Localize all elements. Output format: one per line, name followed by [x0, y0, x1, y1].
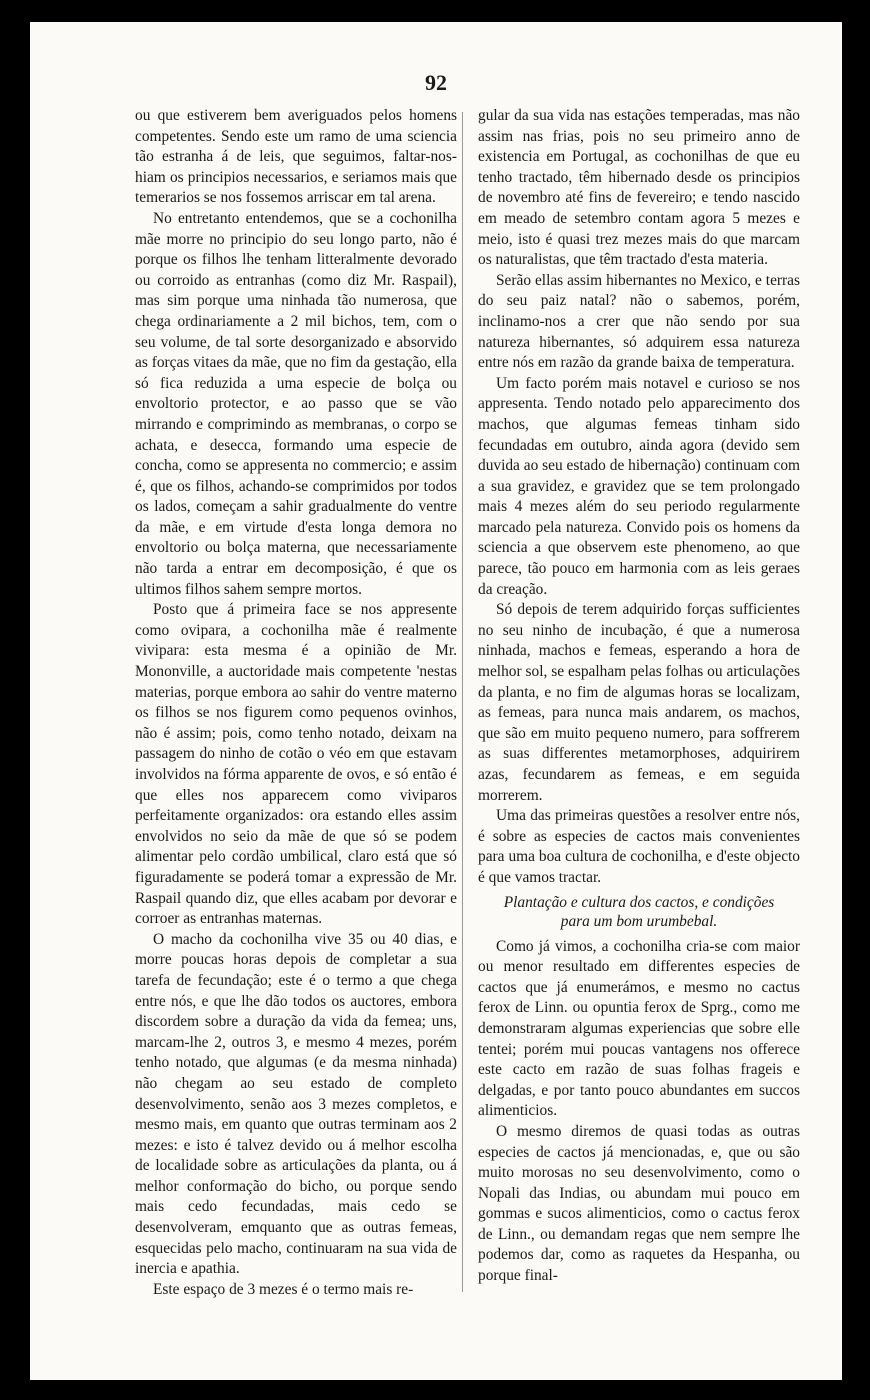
paragraph: Como já vimos, a cochonilha cria-se com maior ou menor resultado em differentes especies de cactos que já enumerámos, e mesmo no cactus ferox de Linn. ou opuntia ferox de Sprg., como me demonstraram algumas experiencias que sobre elle tentei; porém mui poucas vantagens nos offerece este cacto em razão de suas folhas frageis e delgadas, e por tanto pouco abundantes em succos alimenticios.: [478, 937, 800, 1120]
paragraph: Posto que á primeira face se nos appresente como ovipara, a cochonilha mãe é realmente vivipara: esta mesma é a opinião de Mr. Mononville, a auctoridade mais competente 'nestas materias, porque embora ao sahir do ventre materno os filhos se nos figurem como pequenos ovinhos, não é assim; pois, como tenho notado, deixam na passagem do ninho de cotão o véo em que estavam involvidos na fórma apparente de ovos, e só então é que elles nos apparecem como viviparos perfeitamente organizados: ora estando elles assim envolvidos no seio da mãe de que só se podem alimentar pelo cordão umbilical, claro está que só figuradamente se poderá tomar a expressão de Mr. Raspail quando diz, que elles acabam por devorar e corroer as entranhas maternas.: [135, 601, 457, 928]
column-divider: [462, 112, 463, 1292]
paragraph: Um facto porém mais notavel e curioso se nos appresenta. Tendo notado pelo apparecimento dos machos, que algumas femeas tinham sido fecundadas em outubro, ainda agora (devido sem duvida ao seu estado de hibernação) continuam com a sua gravidez, e gravidez que se tem prolongado mais 4 mezes além do seu periodo regularmente marcado pela natureza. Convido pois os homens da sciencia a que observem este phenomeno, ao que parece, tão pouco em harmonia com as leis geraes da creação.: [478, 374, 800, 598]
section-heading-line: para um bom urumbebal.: [560, 912, 718, 930]
paragraph: ou que estiverem bem averiguados pelos homens competentes. Sendo este um ramo de uma sciencia tão estranha á de leis, que seguimos, faltar-nos-hiam os principios necessarios, e seriamos mais que temerarios se nos fossemos arriscar em tal arena.: [135, 107, 457, 207]
paragraph: No entretanto entendemos, que se a cochonilha mãe morre no principio do seu longo parto, não é porque os filhos lhe tenham litteralmente devorado ou corroido as entranhas (como diz Mr. Raspail), mas sim porque uma ninhada tão numerosa, que chega ordinariamente a 2 mil bichos, tem, com o seu volume, de tal sorte desorganizado e absorvido as forças vitaes da mãe, que no fim da gestação, ella só fica reduzida a uma especie de bolça ou envoltorio protector, e ao passo que se vão mirrando e comprimindo as membranas, o corpo se achata, e desecca, formando uma especie de concha, como se appresenta no commercio; e assim é, que os filhos, achando-se comprimidos por todos os lados, começam a sahir gradualmente do ventre da mãe, e em virtude d'esta longa demora no envoltorio ou bolça materna, que necessariamente não tarda a entrar em decomposição, é que os ultimos filhos sahem sempre mortos.: [135, 209, 457, 598]
paragraph: Só depois de terem adquirido forças sufficientes no seu ninho de incubação, é que a numerosa ninhada, machos e femeas, esperando a hora de melhor sol, se espalham pelas folhas ou articulações da planta, e no fim de algumas horas se localizam, as femeas, para nunca mais andarem, os machos, que são em muito pequeno numero, para soffrerem as suas differentes metamorphoses, adquirirem azas, fecundarem as femeas, e em seguida morrerem.: [478, 601, 800, 804]
scanned-page: [30, 22, 842, 1380]
page-number: 92: [425, 70, 447, 95]
paragraph: Este espaço de 3 mezes é o termo mais re-: [153, 1280, 414, 1298]
right-column: [478, 106, 800, 1287]
paragraph: gular da sua vida nas estações temperadas, mas não assim nas frias, pois no seu primeiro anno de existencia em Portugal, as cochonilhas de que eu tenho tractado, têm hibernado desde os principios de novembro até fins de fevereiro; e tendo nascido em meado de setembro contam agora 5 mezes e meio, isto é quasi trez mezes mais do que marcam os naturalistas, que têm tractado d'esta materia.: [478, 107, 800, 269]
left-column: [135, 106, 457, 1300]
paragraph: O macho da cochonilha vive 35 ou 40 dias, e morre poucas horas depois de completar a sua tarefa de fecundação; este é o termo a que chega entre nós, e que lhe dão todos os auctores, embora discordem sobre a duração da vida da femea; uns, marcam-lhe 2, outros 3, e mesmo 4 mezes, porém tenho notado, que algumas (e da mesma ninhada) não chegam ao seu estado de completo desenvolvimento, senão aos 3 mezes completos, e mesmo mais, em quanto que outras terminam aos 2 mezes: e isto é talvez devido ou á melhor escolha de localidade sobre as articulações da planta, ou á melhor conformação do bicho, ou porque sendo mais cedo fecundadas, mais cedo se desenvolveram, emquanto que as outras femeas, esquecidas pelo macho, continuaram na sua vida de inercia e apathia.: [135, 930, 457, 1278]
section-heading: [478, 893, 800, 931]
paragraph: Uma das primeiras questões a resolver entre nós, é sobre as especies de cactos mais convenientes para uma boa cultura de cochonilha, e d'este objecto é que vamos tractar.: [478, 807, 800, 886]
paragraph: Serão ellas assim hibernantes no Mexico, e terras do seu paiz natal? não o sabemos, porém, inclinamo-nos a crer que não sendo por sua natureza hibernantes, só adquirem essa natureza entre nós em razão da grande baixa de temperatura.: [478, 271, 800, 372]
section-heading-line: Plantação e cultura dos cactos, e condições: [503, 893, 775, 911]
paragraph: O mesmo diremos de quasi todas as outras especies de cactos já mencionadas, e, que ou são muito morosas no seu desenvolvimento, como o Nopali das Indias, ou abundam mui pouco em gommas e sucos alimenticios, como o cactus ferox de Linn., ou demandam regas que nem sempre lhe podemos dar, como as raquetes da Hespanha, ou porque final-: [478, 1122, 800, 1285]
